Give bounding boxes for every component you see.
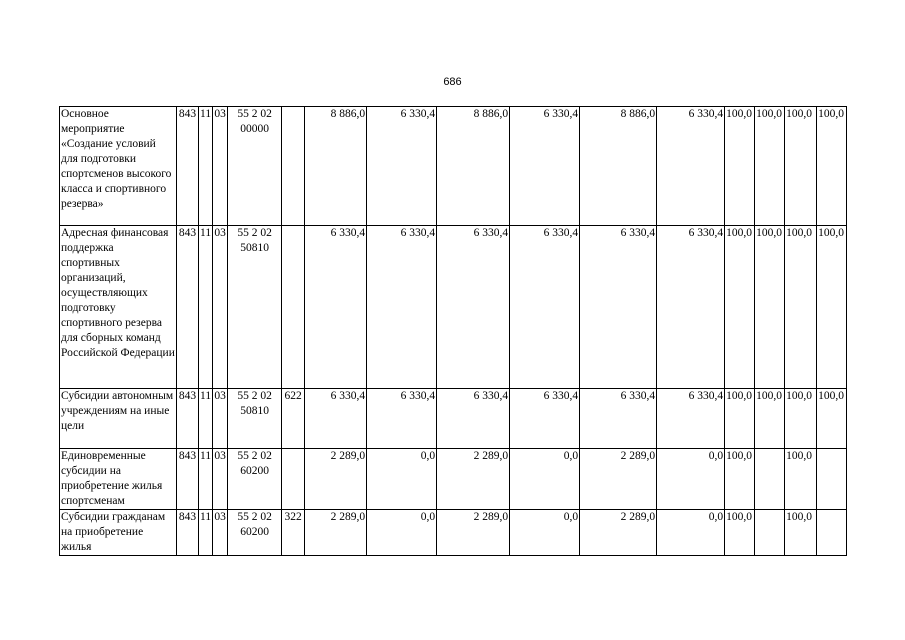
subsection-code-cell: 03	[213, 107, 228, 226]
amount-cell: 8 886,0	[580, 107, 657, 226]
target-article-cell: 55 2 02 60200	[228, 510, 282, 556]
percent-cell: 100,0	[755, 107, 785, 226]
percent-cell: 100,0	[755, 226, 785, 389]
target-article-cell: 55 2 02 00000	[228, 107, 282, 226]
ministry-code-cell: 843	[177, 226, 199, 389]
percent-cell: 100,0	[785, 510, 817, 556]
amount-cell: 6 330,4	[657, 107, 725, 226]
budget-table	[59, 106, 847, 556]
expense-type-cell: 622	[282, 389, 305, 449]
percent-cell: 100,0	[785, 107, 817, 226]
amount-cell: 6 330,4	[657, 226, 725, 389]
table-row	[60, 449, 847, 510]
amount-cell: 6 330,4	[305, 226, 367, 389]
amount-cell: 2 289,0	[437, 510, 510, 556]
percent-cell: 100,0	[817, 389, 847, 449]
ministry-code-cell: 843	[177, 510, 199, 556]
expense-type-cell	[282, 107, 305, 226]
amount-cell: 0,0	[510, 449, 580, 510]
percent-cell: 100,0	[725, 449, 755, 510]
section-code-cell: 11	[199, 226, 213, 389]
ministry-code-cell: 843	[177, 389, 199, 449]
amount-cell: 6 330,4	[367, 226, 437, 389]
section-code-cell: 11	[199, 389, 213, 449]
subsection-code-cell: 03	[213, 226, 228, 389]
percent-cell: 100,0	[785, 389, 817, 449]
percent-cell: 100,0	[755, 389, 785, 449]
ministry-code-cell: 843	[177, 449, 199, 510]
row-name-cell: Субсидии автономным учреждениям на иные цели	[60, 389, 177, 449]
percent-cell	[817, 449, 847, 510]
amount-cell: 0,0	[367, 510, 437, 556]
target-article-cell: 55 2 02 60200	[228, 449, 282, 510]
expense-type-cell: 322	[282, 510, 305, 556]
section-code-cell: 11	[199, 449, 213, 510]
percent-cell: 100,0	[785, 226, 817, 389]
amount-cell: 6 330,4	[367, 107, 437, 226]
table-row	[60, 389, 847, 449]
target-article-cell: 55 2 02 50810	[228, 226, 282, 389]
table-row	[60, 510, 847, 556]
percent-cell: 100,0	[817, 226, 847, 389]
amount-cell: 6 330,4	[657, 389, 725, 449]
section-code-cell: 11	[199, 510, 213, 556]
row-name-cell: Адресная финансовая поддержка спортивных организаций, осуществляющих подготовку спортивного резерва для сборных команд Российской Федерации	[60, 226, 177, 389]
percent-cell: 100,0	[785, 449, 817, 510]
percent-cell	[755, 449, 785, 510]
percent-cell: 100,0	[725, 510, 755, 556]
amount-cell: 0,0	[510, 510, 580, 556]
amount-cell: 2 289,0	[580, 449, 657, 510]
amount-cell: 6 330,4	[437, 389, 510, 449]
section-code-cell: 11	[199, 107, 213, 226]
row-name-cell: Единовременные субсидии на приобретение жилья спортсменам	[60, 449, 177, 510]
amount-cell: 6 330,4	[437, 226, 510, 389]
percent-cell: 100,0	[725, 107, 755, 226]
amount-cell: 0,0	[657, 510, 725, 556]
amount-cell: 0,0	[657, 449, 725, 510]
amount-cell: 6 330,4	[510, 389, 580, 449]
amount-cell: 6 330,4	[510, 226, 580, 389]
amount-cell: 6 330,4	[580, 389, 657, 449]
table-row	[60, 226, 847, 389]
amount-cell: 8 886,0	[437, 107, 510, 226]
amount-cell: 6 330,4	[510, 107, 580, 226]
page-number: 686	[443, 76, 462, 88]
table-row	[60, 107, 847, 226]
amount-cell: 2 289,0	[437, 449, 510, 510]
amount-cell: 2 289,0	[305, 449, 367, 510]
percent-cell: 100,0	[817, 107, 847, 226]
amount-cell: 6 330,4	[580, 226, 657, 389]
percent-cell: 100,0	[725, 389, 755, 449]
subsection-code-cell: 03	[213, 389, 228, 449]
amount-cell: 2 289,0	[305, 510, 367, 556]
percent-cell: 100,0	[725, 226, 755, 389]
subsection-code-cell: 03	[213, 510, 228, 556]
percent-cell	[755, 510, 785, 556]
ministry-code-cell: 843	[177, 107, 199, 226]
amount-cell: 8 886,0	[305, 107, 367, 226]
amount-cell: 6 330,4	[367, 389, 437, 449]
amount-cell: 0,0	[367, 449, 437, 510]
subsection-code-cell: 03	[213, 449, 228, 510]
expense-type-cell	[282, 449, 305, 510]
percent-cell	[817, 510, 847, 556]
amount-cell: 2 289,0	[580, 510, 657, 556]
row-name-cell: Субсидии гражданам на приобретение жилья	[60, 510, 177, 556]
expense-type-cell	[282, 226, 305, 389]
target-article-cell: 55 2 02 50810	[228, 389, 282, 449]
amount-cell: 6 330,4	[305, 389, 367, 449]
row-name-cell: Основное мероприятие «Создание условий для подготовки спортсменов высокого класса и спортивного резерва»	[60, 107, 177, 226]
